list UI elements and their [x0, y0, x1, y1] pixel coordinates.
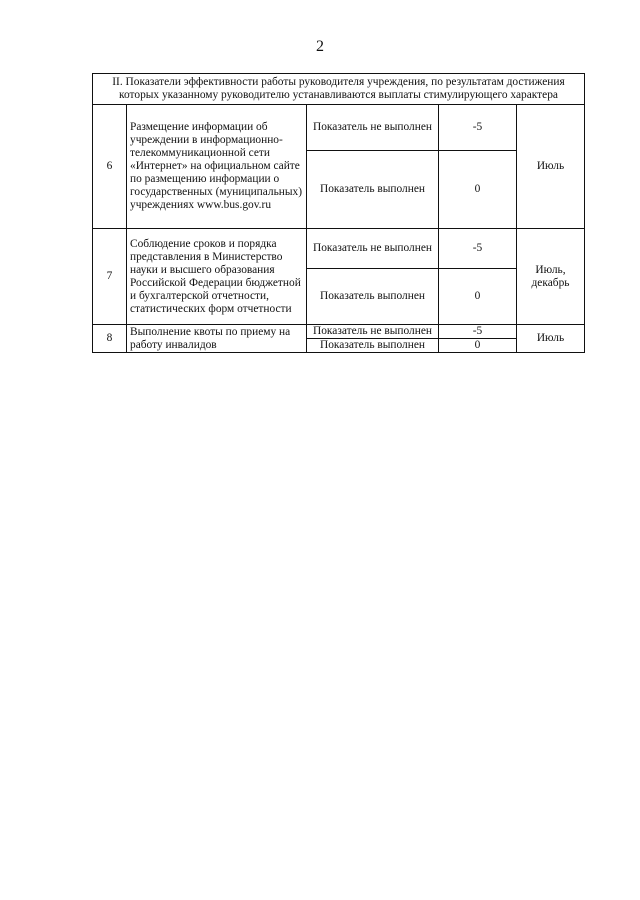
- outcome-status: Показатель не выполнен: [307, 229, 439, 269]
- table-row: [93, 325, 585, 339]
- indicator-description: Соблюдение сроков и порядка представления в Министерство науки и высшего образования Российской Федерации бюджетной и бухгалтерской отчетности, статистических форм отчетности: [127, 229, 307, 325]
- outcome-points: 0: [439, 339, 517, 353]
- indicator-description: Размещение информации об учреждении в информационно-телекоммуникационной сети «Интернет» на официальном сайте по размещению информации о государственных (муниципальных) учреждениях www.bus.gov.ru: [127, 105, 307, 229]
- outcome-status: Показатель выполнен: [307, 151, 439, 229]
- table-row: [93, 105, 585, 151]
- period: Июль: [517, 325, 585, 353]
- period: Июль: [517, 105, 585, 229]
- outcome-status: Показатель выполнен: [307, 269, 439, 325]
- indicator-description: Выполнение квоты по приему на работу инвалидов: [127, 325, 307, 353]
- table-row: [93, 229, 585, 269]
- outcome-status: Показатель выполнен: [307, 339, 439, 353]
- outcome-points: -5: [439, 105, 517, 151]
- page-number: 2: [316, 38, 324, 55]
- section-header-row: [93, 74, 585, 105]
- outcome-points: 0: [439, 151, 517, 229]
- row-number: 8: [93, 325, 127, 353]
- section-title: II. Показатели эффективности работы руководителя учреждения, по результатам достижения которых указанному руководителю устанавливаются выплаты стимулирующего характера: [93, 74, 585, 105]
- outcome-status: Показатель не выполнен: [307, 325, 439, 339]
- outcome-points: -5: [439, 229, 517, 269]
- row-number: 7: [93, 229, 127, 325]
- outcome-status: Показатель не выполнен: [307, 105, 439, 151]
- outcome-points: 0: [439, 269, 517, 325]
- indicators-table: [92, 73, 585, 353]
- period: Июль, декабрь: [517, 229, 585, 325]
- row-number: 6: [93, 105, 127, 229]
- outcome-points: -5: [439, 325, 517, 339]
